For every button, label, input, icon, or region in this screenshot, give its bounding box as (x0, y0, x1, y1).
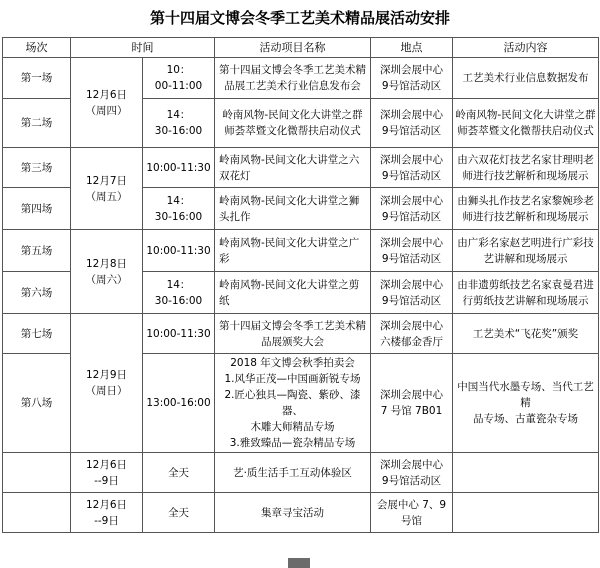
place-cell: 深圳会展中心 六楼郁金香厅 (371, 314, 453, 354)
time-cell: 13:00-16:00 (143, 354, 215, 453)
time-cell: 10： 00-11:00 (143, 58, 215, 99)
content-cell: 工艺美术行业信息数据发布 (453, 58, 599, 99)
session-cell: 第三场 (3, 148, 71, 188)
content-cell: 由非遗剪纸技艺名家袁曼君进 行剪纸技艺讲解和现场展示 (453, 272, 599, 314)
header-name: 活动项目名称 (215, 38, 371, 58)
date-week: （周日） (85, 385, 128, 397)
place-cell: 深圳会展中心 9号馆活动区 (371, 58, 453, 99)
header-place: 地点 (371, 38, 453, 58)
date-cell (71, 58, 143, 148)
date-day: 12月6日 (85, 498, 128, 511)
place-cell: 深圳会展中心 9号馆活动区 (371, 453, 453, 493)
time-cell: 14： 30-16:00 (143, 188, 215, 230)
name-cell: 第十四届文博会冬季工艺美术精 品展颁奖大会 (215, 314, 371, 354)
place-cell: 深圳会展中心 9号馆活动区 (371, 99, 453, 148)
place-cell: 深圳会展中心 9号馆活动区 (371, 148, 453, 188)
time-cell: 14： 30-16:00 (143, 272, 215, 314)
table-row (3, 58, 599, 99)
session-cell (3, 453, 71, 493)
name-cell: 集章寻宝活动 (215, 493, 371, 533)
header-session: 场次 (3, 38, 71, 58)
name-cell: 岭南风物-民间文化大讲堂之广 彩 (215, 230, 371, 272)
table-row (3, 314, 599, 354)
date-day: 12月7日 (85, 174, 128, 187)
time-cell: 全天 (143, 453, 215, 493)
date-week: （周五） (85, 190, 128, 203)
content-cell: 由狮头扎作技艺名家黎婉珍老 师进行技艺解析和现场展示 (453, 188, 599, 230)
date-week: --9日 (94, 514, 119, 527)
name-cell: 岭南风物-民间文化大讲堂之狮 头扎作 (215, 188, 371, 230)
session-cell: 第一场 (3, 58, 71, 99)
date-cell (71, 493, 143, 533)
session-cell (3, 493, 71, 533)
name-cell: 艺·质生活手工互动体验区 (215, 453, 371, 493)
content-cell: 岭南风物-民间文化大讲堂之群 师荟萃暨文化微帮扶启动仪式 (453, 99, 599, 148)
content-cell (453, 493, 599, 533)
date-day: 12月8日 (85, 257, 128, 270)
date-cell (71, 314, 143, 453)
session-cell: 第五场 (3, 230, 71, 272)
date-cell (71, 453, 143, 493)
name-cell: 岭南风物-民间文化大讲堂之六 双花灯 (215, 148, 371, 188)
table-row (3, 148, 599, 188)
content-cell: 中国当代水墨专场、当代工艺精 品专场、古董瓷杂专场 (453, 354, 599, 453)
bottom-scroll-marker (288, 558, 310, 568)
schedule-table (2, 37, 599, 533)
place-cell: 会展中心 7、9 号馆 (371, 493, 453, 533)
time-cell: 全天 (143, 493, 215, 533)
session-cell: 第六场 (3, 272, 71, 314)
table-row (3, 453, 599, 493)
place-cell: 深圳会展中心 9号馆活动区 (371, 230, 453, 272)
date-day: 12月9日 (85, 369, 128, 381)
name-cell: 岭南风物-民间文化大讲堂之剪 纸 (215, 272, 371, 314)
name-cell: 2018 年文博会秋季拍卖会 1.风华正茂—中国画新锐专场 2.匠心独具—陶瓷、紫砂、漆器、 木雕大师精品专场 3.雅致臻品—瓷杂精品专场 (215, 354, 371, 453)
name-cell: 第十四届文博会冬季工艺美术精 品展工艺美术行业信息发布会 (215, 58, 371, 99)
time-cell: 14： 30-16:00 (143, 99, 215, 148)
time-cell: 10:00-11:30 (143, 314, 215, 354)
date-day: 12月6日 (85, 458, 128, 471)
date-week: --9日 (94, 474, 119, 487)
content-cell: 由六双花灯技艺名家甘理明老 师进行技艺解析和现场展示 (453, 148, 599, 188)
table-row (3, 493, 599, 533)
name-cell: 岭南风物-民间文化大讲堂之群 师荟萃暨文化微帮扶启动仪式 (215, 99, 371, 148)
date-day: 12月6日 (85, 88, 128, 101)
page-title: 第十四届文博会冬季工艺美术精品展活动安排 (149, 9, 450, 27)
header-content: 活动内容 (453, 38, 599, 58)
time-cell: 10:00-11:30 (143, 230, 215, 272)
content-cell: 工艺美术“飞花奖”颁奖 (453, 314, 599, 354)
session-cell: 第二场 (3, 99, 71, 148)
place-cell: 深圳会展中心 9号馆活动区 (371, 272, 453, 314)
table-row (3, 230, 599, 272)
session-cell: 第八场 (3, 354, 71, 453)
time-cell: 10:00-11:30 (143, 148, 215, 188)
header-row (3, 38, 599, 58)
date-cell (71, 230, 143, 314)
place-cell: 深圳会展中心 9号馆活动区 (371, 188, 453, 230)
session-cell: 第七场 (3, 314, 71, 354)
place-cell: 深圳会展中心 7 号馆 7B01 (371, 354, 453, 453)
content-cell (453, 453, 599, 493)
date-week: （周六） (85, 273, 128, 286)
content-cell: 由广彩名家赵艺明进行广彩技 艺讲解和现场展示 (453, 230, 599, 272)
date-week: （周四） (85, 104, 128, 117)
session-cell: 第四场 (3, 188, 71, 230)
header-time: 时间 (71, 38, 215, 58)
date-cell (71, 148, 143, 230)
